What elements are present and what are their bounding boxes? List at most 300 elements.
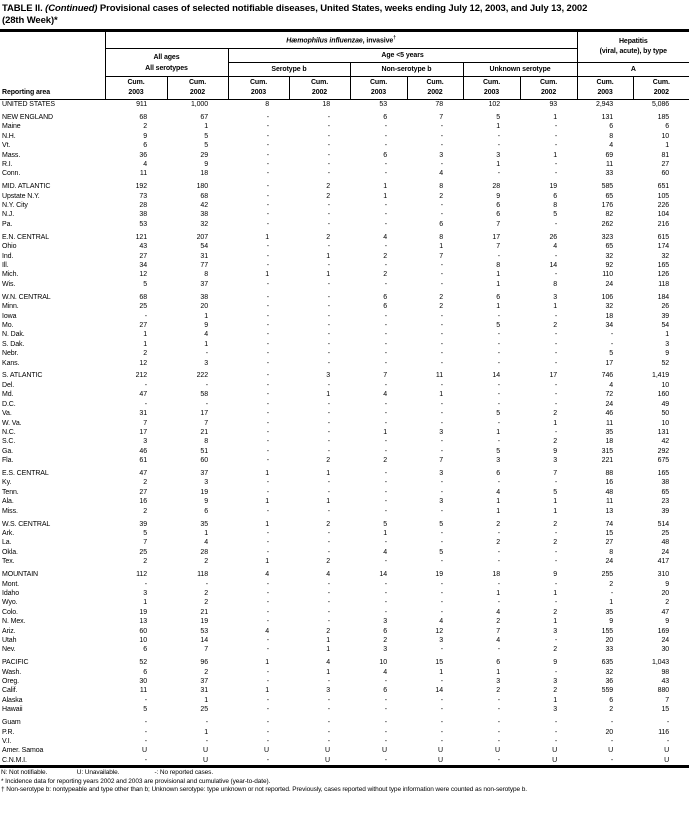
- cum-column-header: Cum. 2002: [407, 77, 463, 100]
- table-row: [0, 627, 689, 636]
- value-cell: 24: [605, 558, 614, 566]
- value-cell: 17: [492, 233, 500, 241]
- value-cell: 82: [605, 211, 614, 219]
- value-cell: -: [554, 350, 558, 358]
- table-row: [0, 330, 689, 339]
- value-cell: 46: [605, 410, 614, 418]
- value-cell: -: [266, 113, 269, 121]
- value-cell: 7: [204, 646, 208, 654]
- table-row: [0, 122, 689, 131]
- value-cell: -: [266, 696, 269, 704]
- value-cell: 10: [379, 659, 387, 667]
- value-cell: 9: [553, 659, 558, 667]
- value-cell: 1: [383, 428, 387, 436]
- value-cell: 4: [143, 160, 147, 168]
- value-cell: 74: [605, 520, 614, 528]
- value-cell: 165: [657, 470, 670, 478]
- value-cell: 54: [661, 321, 670, 329]
- value-cell: -: [266, 548, 269, 556]
- value-cell: 2: [553, 520, 558, 528]
- value-cell: -: [266, 183, 269, 191]
- value-cell: 93: [549, 101, 558, 108]
- cum-column-header: Cum. 2002: [633, 77, 689, 100]
- value-cell: 1: [496, 507, 500, 515]
- value-cell: 160: [657, 391, 670, 399]
- value-cell: 1: [383, 192, 387, 200]
- value-cell: -: [205, 350, 208, 358]
- value-cell: -: [440, 507, 443, 515]
- value-cell: 18: [605, 312, 614, 320]
- value-cell: 6: [143, 668, 147, 676]
- value-cell: -: [384, 539, 387, 547]
- value-cell: 7: [143, 539, 147, 547]
- value-cell: 2: [326, 183, 330, 191]
- reporting-area-cell: Ala.: [2, 498, 14, 506]
- value-cell: 4: [265, 627, 269, 635]
- value-cell: -: [497, 719, 500, 727]
- value-cell: 2: [326, 192, 330, 200]
- value-cell: 110: [602, 271, 614, 279]
- table-row: [0, 608, 689, 617]
- value-cell: 36: [139, 151, 147, 159]
- value-cell: U: [325, 747, 330, 755]
- value-cell: 98: [661, 668, 670, 676]
- value-cell: 28: [200, 548, 208, 556]
- value-cell: -: [266, 280, 269, 288]
- value-cell: -: [205, 400, 208, 408]
- value-cell: 25: [200, 706, 208, 714]
- footnotes: [0, 768, 689, 795]
- value-cell: 46: [139, 447, 147, 455]
- value-cell: -: [440, 262, 443, 269]
- value-cell: 6: [665, 123, 670, 131]
- value-cell: 8: [609, 548, 614, 556]
- value-cell: -: [266, 132, 269, 140]
- value-cell: 3: [553, 293, 558, 301]
- reporting-area-cell: C.N.M.I.: [2, 756, 27, 764]
- value-cell: 81: [661, 151, 670, 159]
- value-cell: -: [266, 419, 269, 427]
- value-cell: 165: [657, 262, 670, 269]
- value-cell: 2: [204, 589, 208, 597]
- value-cell: -: [440, 608, 443, 616]
- value-cell: 1: [204, 529, 208, 537]
- value-cell: -: [440, 123, 443, 131]
- value-cell: -: [440, 447, 443, 455]
- value-cell: 2: [439, 293, 443, 301]
- value-cell: 104: [657, 211, 670, 219]
- value-cell: 23: [661, 498, 670, 506]
- value-cell: 29: [200, 151, 208, 159]
- value-cell: U: [608, 747, 614, 755]
- value-cell: 185: [657, 113, 670, 121]
- value-cell: -: [205, 580, 208, 588]
- value-cell: 54: [200, 243, 208, 251]
- value-cell: -: [266, 756, 269, 764]
- reporting-area-cell: MOUNTAIN: [2, 571, 39, 579]
- value-cell: 1: [496, 160, 500, 168]
- value-cell: 53: [139, 220, 147, 228]
- value-cell: 47: [139, 391, 147, 399]
- value-cell: -: [144, 580, 147, 588]
- value-cell: 3: [665, 340, 670, 348]
- value-cell: -: [266, 372, 269, 380]
- value-cell: -: [327, 262, 330, 269]
- value-cell: 4: [439, 618, 443, 626]
- value-cell: 4: [326, 571, 330, 579]
- table-row: [0, 261, 689, 270]
- value-cell: -: [266, 123, 269, 131]
- value-cell: -: [497, 331, 500, 339]
- value-cell: -: [266, 507, 269, 515]
- value-cell: 31: [139, 410, 147, 418]
- value-cell: 20: [200, 303, 208, 311]
- value-cell: -: [554, 400, 558, 408]
- value-cell: 32: [200, 220, 208, 228]
- table-body: [0, 100, 689, 766]
- value-cell: 96: [200, 659, 208, 667]
- value-cell: -: [327, 580, 330, 588]
- value-cell: -: [205, 738, 208, 745]
- value-cell: -: [327, 312, 330, 320]
- value-cell: 3: [439, 470, 443, 478]
- table-row: [0, 321, 689, 330]
- value-cell: -: [266, 678, 269, 686]
- value-cell: -: [266, 580, 269, 588]
- table-row: [0, 497, 689, 506]
- value-cell: 292: [657, 447, 670, 455]
- value-cell: -: [327, 400, 330, 408]
- value-cell: 207: [196, 233, 208, 241]
- value-cell: 2: [553, 687, 558, 695]
- value-cell: 48: [661, 539, 670, 547]
- table-row: [0, 488, 689, 497]
- reporting-area-cell: Iowa: [2, 312, 17, 320]
- value-cell: 635: [601, 659, 614, 667]
- value-cell: -: [327, 539, 330, 547]
- value-cell: 116: [658, 728, 670, 736]
- notifiable-diseases-table: [0, 32, 689, 765]
- value-cell: 4: [553, 243, 558, 251]
- value-cell: 4: [326, 659, 330, 667]
- value-cell: 7: [204, 419, 208, 427]
- value-cell: 126: [657, 271, 670, 279]
- value-cell: -: [327, 160, 330, 168]
- value-cell: -: [327, 738, 330, 745]
- reporting-area-cell: Oreg.: [2, 678, 20, 686]
- value-cell: -: [327, 410, 330, 418]
- value-cell: 2: [326, 520, 330, 528]
- value-cell: -: [497, 599, 500, 607]
- value-cell: -: [384, 599, 387, 607]
- reporting-area-cell: N. Mex.: [2, 618, 26, 626]
- reporting-area-cell: PACIFIC: [2, 659, 29, 667]
- value-cell: 19: [200, 618, 208, 626]
- value-cell: -: [266, 706, 269, 714]
- value-cell: -: [610, 331, 614, 339]
- value-cell: -: [666, 738, 670, 745]
- value-cell: 53: [200, 627, 208, 635]
- value-cell: 1: [383, 529, 387, 537]
- value-cell: -: [610, 756, 614, 764]
- reporting-area-cell: Wash.: [2, 668, 22, 676]
- value-cell: 5: [496, 321, 500, 329]
- value-cell: -: [497, 419, 500, 427]
- legend-not-notifiable: N: Not notifiable.: [1, 769, 48, 777]
- value-cell: -: [266, 738, 269, 745]
- value-cell: -: [327, 428, 330, 436]
- value-cell: -: [384, 262, 387, 269]
- table-row: [0, 589, 689, 598]
- value-cell: -: [327, 331, 330, 339]
- value-cell: 9: [553, 447, 558, 455]
- value-cell: -: [554, 220, 558, 228]
- value-cell: -: [327, 340, 330, 348]
- value-cell: 61: [139, 457, 147, 465]
- value-cell: 51: [200, 447, 208, 455]
- value-cell: -: [554, 359, 558, 367]
- table-row: [0, 756, 689, 765]
- value-cell: -: [440, 350, 443, 358]
- value-cell: -: [266, 220, 269, 228]
- value-cell: 255: [601, 571, 614, 579]
- value-cell: 60: [139, 627, 147, 635]
- value-cell: -: [554, 252, 558, 260]
- value-cell: -: [266, 488, 269, 496]
- value-cell: 33: [605, 170, 614, 178]
- value-cell: 106: [601, 293, 614, 301]
- value-cell: -: [266, 350, 269, 358]
- value-cell: -: [440, 438, 443, 446]
- value-cell: 118: [658, 280, 670, 288]
- value-cell: -: [384, 350, 387, 358]
- value-cell: -: [610, 589, 614, 597]
- reporting-area-cell: Fla.: [2, 457, 14, 465]
- value-cell: -: [440, 419, 443, 427]
- value-cell: 1: [496, 271, 500, 279]
- value-cell: -: [384, 331, 387, 339]
- value-cell: 2,943: [596, 101, 614, 108]
- value-cell: 2: [553, 410, 558, 418]
- value-cell: -: [440, 539, 443, 547]
- reporting-area-cell: R.I.: [2, 160, 13, 168]
- table-row: [0, 419, 689, 428]
- value-cell: 6: [383, 293, 387, 301]
- value-cell: 65: [605, 243, 614, 251]
- reporting-area-cell: Mont.: [2, 580, 20, 588]
- value-cell: 2: [496, 618, 500, 626]
- table-row: [0, 210, 689, 219]
- reporting-area-cell: N. Dak.: [2, 331, 25, 339]
- table-row: [0, 469, 689, 478]
- value-cell: -: [266, 668, 269, 676]
- value-cell: 11: [605, 498, 614, 506]
- value-cell: U: [552, 756, 558, 764]
- value-cell: -: [440, 646, 443, 654]
- value-cell: -: [554, 170, 558, 178]
- reporting-area-cell: Conn.: [2, 170, 21, 178]
- value-cell: -: [384, 359, 387, 367]
- value-cell: 1: [265, 498, 269, 506]
- value-cell: 615: [657, 233, 670, 241]
- value-cell: 3: [383, 618, 387, 626]
- value-cell: 5: [609, 350, 614, 358]
- value-cell: 58: [200, 391, 208, 399]
- value-cell: -: [327, 170, 330, 178]
- value-cell: -: [266, 331, 269, 339]
- value-cell: 25: [661, 529, 670, 537]
- table-row: [0, 169, 689, 178]
- value-cell: 1: [553, 303, 558, 311]
- value-cell: 4: [496, 636, 500, 644]
- reporting-area-cell: W.N. CENTRAL: [2, 293, 51, 301]
- value-cell: -: [266, 589, 269, 597]
- value-cell: 323: [601, 233, 614, 241]
- table-row: [0, 381, 689, 390]
- value-cell: 1: [265, 233, 269, 241]
- value-cell: 11: [435, 372, 443, 380]
- value-cell: 49: [661, 400, 670, 408]
- value-cell: 417: [657, 558, 670, 566]
- table-row: [0, 686, 689, 695]
- value-cell: -: [610, 719, 614, 727]
- value-cell: -: [266, 262, 269, 269]
- value-cell: 39: [139, 520, 147, 528]
- value-cell: 5: [496, 113, 500, 121]
- value-cell: 6: [383, 151, 387, 159]
- value-cell: -: [144, 756, 147, 764]
- value-cell: -: [384, 558, 387, 566]
- value-cell: 37: [200, 678, 208, 686]
- value-cell: -: [327, 220, 330, 228]
- value-cell: -: [327, 548, 330, 556]
- value-cell: 7: [143, 419, 147, 427]
- value-cell: 7: [439, 252, 443, 260]
- value-cell: 67: [200, 113, 208, 121]
- value-cell: -: [384, 410, 387, 418]
- reporting-area-cell: S. ATLANTIC: [2, 372, 43, 380]
- value-cell: 6: [204, 507, 208, 515]
- value-cell: -: [327, 678, 330, 686]
- value-cell: 2: [553, 608, 558, 616]
- value-cell: 184: [657, 293, 670, 301]
- reporting-area-cell: Del.: [2, 381, 15, 389]
- value-cell: U: [382, 747, 387, 755]
- value-cell: -: [327, 706, 330, 714]
- value-cell: 7: [496, 627, 500, 635]
- reporting-area-cell: W.S. CENTRAL: [2, 520, 51, 528]
- value-cell: -: [266, 719, 269, 727]
- table-row: [0, 428, 689, 437]
- value-cell: U: [325, 756, 330, 764]
- value-cell: 88: [605, 470, 614, 478]
- value-cell: 35: [200, 520, 208, 528]
- value-cell: 1: [665, 331, 670, 339]
- value-cell: 1: [265, 520, 269, 528]
- value-cell: 15: [605, 529, 614, 537]
- value-cell: 174: [657, 243, 670, 251]
- value-cell: -: [266, 400, 269, 408]
- value-cell: -: [440, 340, 443, 348]
- value-cell: -: [327, 381, 330, 389]
- value-cell: 18: [200, 170, 208, 178]
- value-cell: 3: [143, 589, 147, 597]
- value-cell: -: [266, 646, 269, 654]
- value-cell: -: [384, 400, 387, 408]
- hepatitis-a-header: A: [577, 63, 689, 77]
- value-cell: 47: [139, 470, 147, 478]
- value-cell: -: [554, 738, 558, 745]
- reporting-area-cell: S. Dak.: [2, 340, 25, 348]
- table-row: [0, 390, 689, 399]
- cum-column-header: Cum. 2003: [463, 77, 520, 100]
- value-cell: 20: [605, 636, 614, 644]
- cum-column-header: Cum. 2002: [289, 77, 350, 100]
- value-cell: 10: [661, 132, 670, 140]
- table-row: [0, 696, 689, 705]
- value-cell: 7: [496, 243, 500, 251]
- value-cell: 1: [553, 589, 558, 597]
- reporting-area-cell: N.J.: [2, 211, 15, 219]
- value-cell: -: [497, 558, 500, 566]
- value-cell: 1: [553, 507, 558, 515]
- reporting-area-cell: NEW ENGLAND: [2, 113, 54, 121]
- value-cell: 4: [383, 391, 387, 399]
- value-cell: U: [264, 747, 269, 755]
- value-cell: -: [327, 293, 330, 301]
- value-cell: 8: [439, 233, 443, 241]
- value-cell: 4: [439, 170, 443, 178]
- value-cell: 68: [139, 293, 147, 301]
- reporting-area-cell: Ohio: [2, 243, 17, 251]
- value-cell: 12: [435, 627, 443, 635]
- value-cell: -: [327, 123, 330, 131]
- value-cell: 4: [204, 331, 208, 339]
- table-row: [0, 100, 689, 110]
- table-wrap: [0, 32, 689, 768]
- reporting-area-cell: Calif.: [2, 687, 18, 695]
- value-cell: 11: [139, 687, 147, 695]
- value-cell: 1: [265, 558, 269, 566]
- value-cell: 14: [549, 262, 558, 269]
- value-cell: 17: [605, 359, 614, 367]
- value-cell: 26: [661, 303, 670, 311]
- table-row: [0, 192, 689, 201]
- value-cell: 180: [196, 183, 208, 191]
- value-cell: 4: [383, 233, 387, 241]
- value-cell: -: [327, 599, 330, 607]
- value-cell: 5: [439, 548, 443, 556]
- reporting-area-cell: Wyo.: [2, 599, 18, 607]
- table-row: [0, 617, 689, 626]
- value-cell: 9: [665, 350, 670, 358]
- reporting-area-cell: Ariz.: [2, 627, 16, 635]
- value-cell: 2: [143, 479, 147, 487]
- value-cell: -: [554, 599, 558, 607]
- value-cell: 43: [139, 243, 147, 251]
- value-cell: 4: [383, 548, 387, 556]
- value-cell: 39: [661, 312, 670, 320]
- value-cell: -: [384, 340, 387, 348]
- value-cell: 16: [605, 479, 614, 487]
- table-row: [0, 478, 689, 487]
- value-cell: -: [440, 142, 443, 150]
- value-cell: 14: [435, 687, 443, 695]
- value-cell: -: [554, 123, 558, 131]
- value-cell: 1: [326, 498, 330, 506]
- value-cell: -: [554, 668, 558, 676]
- value-cell: 27: [139, 488, 147, 496]
